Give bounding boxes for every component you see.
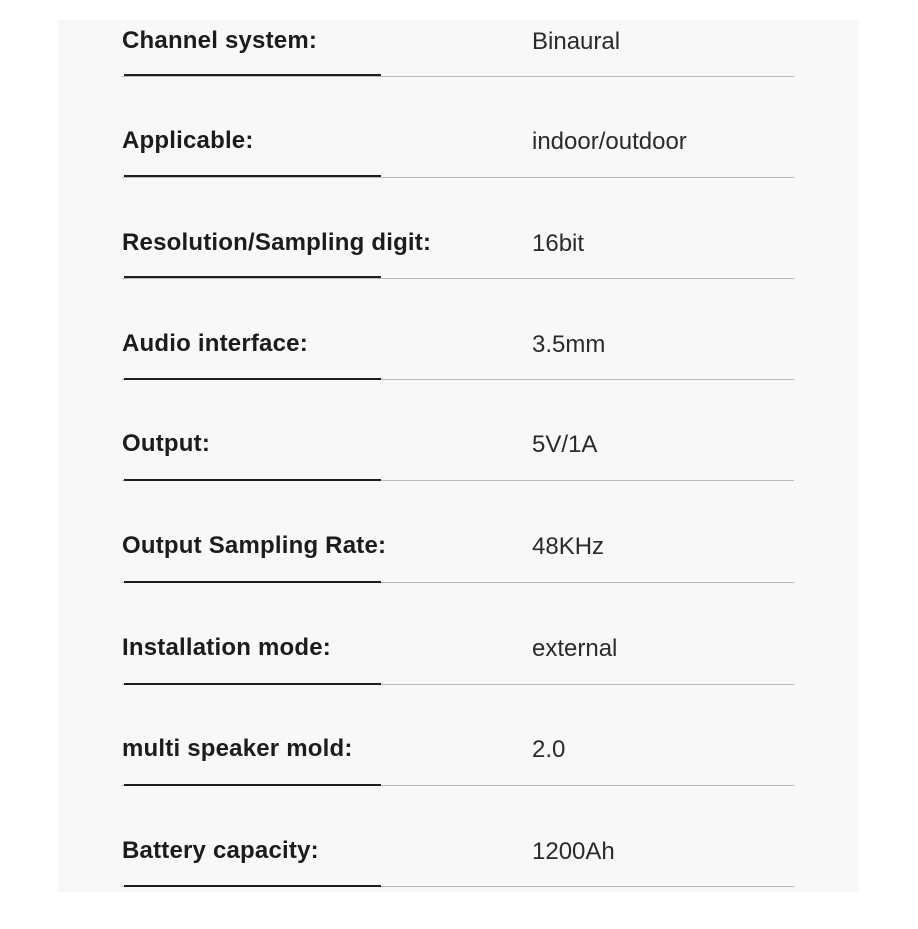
spec-row-battery-capacity bbox=[58, 828, 858, 929]
row-divider bbox=[122, 177, 794, 178]
label-underline bbox=[124, 885, 381, 887]
spec-label: Resolution/Sampling digit: bbox=[122, 229, 432, 256]
label-underline bbox=[124, 683, 381, 685]
spec-value: external bbox=[532, 635, 618, 662]
label-underline bbox=[124, 479, 381, 481]
label-underline bbox=[124, 784, 381, 786]
spec-row-multi-speaker-mold bbox=[58, 727, 858, 828]
spec-value: 48KHz bbox=[532, 533, 605, 560]
label-underline bbox=[124, 276, 381, 278]
spec-label: Output: bbox=[122, 430, 211, 457]
spec-label: Installation mode: bbox=[122, 634, 331, 661]
spec-row-audio-interface bbox=[58, 323, 858, 424]
spec-value: Binaural bbox=[532, 28, 621, 55]
spec-value: 5V/1A bbox=[532, 431, 598, 458]
spec-row-resolution bbox=[58, 222, 858, 323]
label-underline bbox=[124, 175, 381, 177]
row-divider bbox=[122, 76, 794, 77]
spec-panel bbox=[58, 20, 858, 892]
row-divider bbox=[122, 278, 794, 279]
spec-row-output-sampling-rate bbox=[58, 525, 858, 626]
spec-value: indoor/outdoor bbox=[532, 128, 687, 155]
spec-label: Output Sampling Rate: bbox=[122, 532, 387, 559]
label-underline bbox=[124, 581, 381, 583]
label-underline bbox=[124, 74, 381, 76]
spec-label: Channel system: bbox=[122, 27, 318, 54]
spec-row-applicable bbox=[58, 121, 858, 222]
spec-value: 3.5mm bbox=[532, 331, 606, 358]
spec-label: Applicable: bbox=[122, 127, 254, 154]
label-underline bbox=[124, 378, 381, 380]
spec-label: Battery capacity: bbox=[122, 837, 319, 864]
spec-label: Audio interface: bbox=[122, 330, 308, 357]
spec-label: multi speaker mold: bbox=[122, 735, 353, 762]
spec-row-channel-system bbox=[58, 20, 858, 121]
spec-value: 1200Ah bbox=[532, 838, 615, 865]
spec-row-installation-mode bbox=[58, 626, 858, 727]
spec-value: 16bit bbox=[532, 230, 585, 257]
spec-value: 2.0 bbox=[532, 736, 566, 763]
spec-row-output bbox=[58, 424, 858, 525]
